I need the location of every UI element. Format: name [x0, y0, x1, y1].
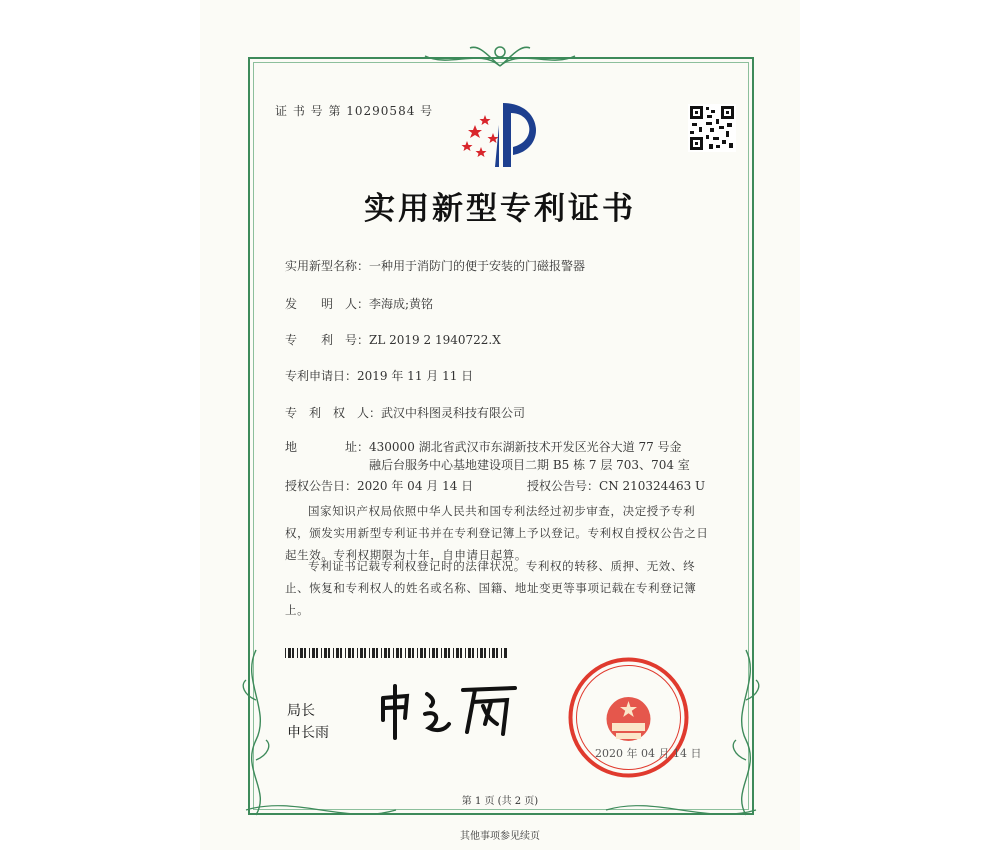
certificate-number: 证 书 号 第 10290584 号: [275, 104, 434, 118]
field-label: 专利申请日：: [285, 369, 358, 383]
field-label: 发 明 人：: [285, 297, 370, 311]
qr-code-icon: [688, 104, 736, 152]
field-value: 李海成;黄铭: [369, 297, 434, 311]
field-value: 武汉中科图灵科技有限公司: [381, 406, 526, 420]
statement-paragraph: 国家知识产权局依照中华人民共和国专利法经过初步审查，决定授予专利权，颁发实用新型专利证书并在专利登记簿上予以登记。专利权自授权公告之日起生效。专利权期限为十年，自申请日起算。: [285, 504, 709, 562]
statement-paragraph: 专利证书记载专利权登记时的法律状况。专利权的转移、质押、无效、终止、恢复和专利权人的姓名或名称、国籍、地址变更等事项记载在专利登记簿上。: [285, 559, 697, 617]
field-value: ZL 2019 2 1940722.X: [369, 333, 501, 347]
official-seal-icon: [566, 655, 691, 780]
field-patentee: [285, 404, 525, 421]
field-value: 2019 年 11 月 11 日: [357, 369, 474, 383]
field-application-date: [285, 367, 473, 384]
footer-note: 其他事项参见续页: [460, 831, 540, 842]
director-name: 申长雨: [287, 725, 329, 741]
seal-date: 2020 年 04 月 14 日: [595, 747, 702, 760]
field-label: 地 址：: [285, 440, 370, 454]
director-title: 局长: [287, 703, 315, 719]
patent-office-emblem-icon: [455, 95, 555, 175]
field-value: 一种用于消防门的便于安装的门磁报警器: [369, 259, 586, 273]
field-value: 2020 年 04 月 14 日: [357, 479, 474, 493]
field-label: 授权公告日：: [285, 479, 358, 493]
certificate-title: 实用新型专利证书: [364, 191, 636, 227]
page-number: 第 1 页 (共 2 页): [461, 796, 539, 807]
field-patent-number: [285, 331, 501, 348]
field-inventors: [285, 295, 433, 312]
top-ornament: [420, 38, 580, 72]
field-label: 授权公告号：: [527, 479, 600, 493]
field-value: CN 210324463 U: [599, 479, 706, 493]
field-label: 实用新型名称：: [285, 259, 370, 273]
field-label: 专 利 权 人：: [285, 406, 382, 420]
field-address-line2: [369, 456, 690, 473]
field-value: 430000 湖北省武汉市东湖新技术开发区光谷大道 77 号金: [369, 440, 682, 454]
field-grant-number: [527, 477, 705, 494]
field-utility-model-name: [285, 257, 585, 274]
barcode-icon: [285, 648, 507, 658]
director-signature-icon: [375, 680, 525, 740]
field-value: 融后台服务中心基地建设项目二期 B5 栋 7 层 703、704 室: [369, 458, 690, 472]
field-address: [285, 438, 682, 455]
field-grant-date: [285, 477, 473, 494]
field-label: 专 利 号：: [285, 333, 370, 347]
